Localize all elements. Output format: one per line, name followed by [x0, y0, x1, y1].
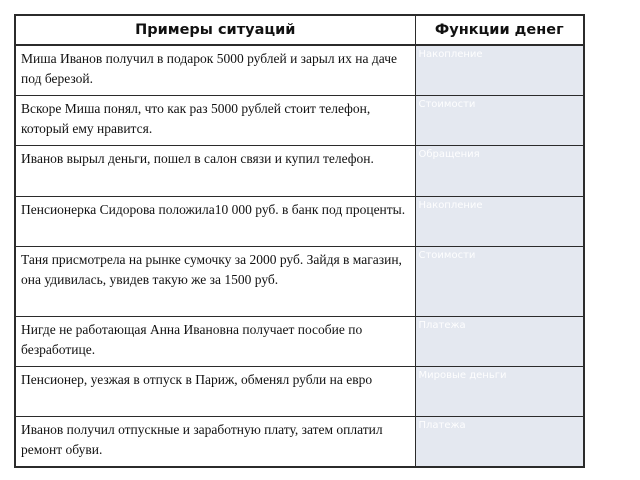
situation-cell: Иванов вырыл деньги, пошел в салон связи и купил телефон. [15, 146, 415, 197]
function-answer: Накопление [418, 49, 483, 60]
situation-cell: Пенсионер, уезжая в отпуск в Париж, обменял рубли на евро [15, 367, 415, 417]
situation-cell: Миша Иванов получил в подарок 5000 рублей и зарыл их на даче под березой. [15, 45, 415, 96]
situation-cell: Пенсионерка Сидорова положила10 000 руб. в банк под проценты. [15, 197, 415, 247]
situation-cell: Иванов получил отпускные и заработную плату, затем оплатил ремонт обуви. [15, 417, 415, 468]
function-answer: Мировые деньги [418, 370, 507, 381]
table-row [15, 247, 584, 317]
header-situations: Примеры ситуаций [15, 15, 415, 45]
function-answer: Накопление [418, 200, 483, 211]
situation-cell: Вскоре Миша понял, что как раз 5000 рублей стоит телефон, который ему нравится. [15, 96, 415, 146]
header-functions: Функции денег [415, 15, 584, 45]
function-answer-cell[interactable] [415, 146, 584, 197]
table-row [15, 197, 584, 247]
situation-cell: Таня присмотрела на рынке сумочку за 2000 руб. Зайдя в магазин, она удивилась, увидев такую же за 1500 руб. [15, 247, 415, 317]
situations-table [14, 14, 585, 468]
function-answer-cell[interactable] [415, 45, 584, 96]
function-answer: Обращения [418, 149, 480, 160]
function-answer: Платежа [418, 420, 466, 431]
function-answer-cell[interactable] [415, 96, 584, 146]
function-answer-cell[interactable] [415, 417, 584, 468]
function-answer-cell[interactable] [415, 317, 584, 367]
table-row [15, 367, 584, 417]
table-row [15, 146, 584, 197]
table-row [15, 96, 584, 146]
function-answer: Стоимости [418, 99, 476, 110]
situation-cell: Нигде не работающая Анна Ивановна получает пособие по безработице. [15, 317, 415, 367]
function-answer: Стоимости [418, 250, 476, 261]
function-answer: Платежа [418, 320, 466, 331]
table-header-row [15, 15, 584, 45]
table-row [15, 45, 584, 96]
function-answer-cell[interactable] [415, 197, 584, 247]
function-answer-cell[interactable] [415, 247, 584, 317]
function-answer-cell[interactable] [415, 367, 584, 417]
table-row [15, 417, 584, 468]
table-row [15, 317, 584, 367]
